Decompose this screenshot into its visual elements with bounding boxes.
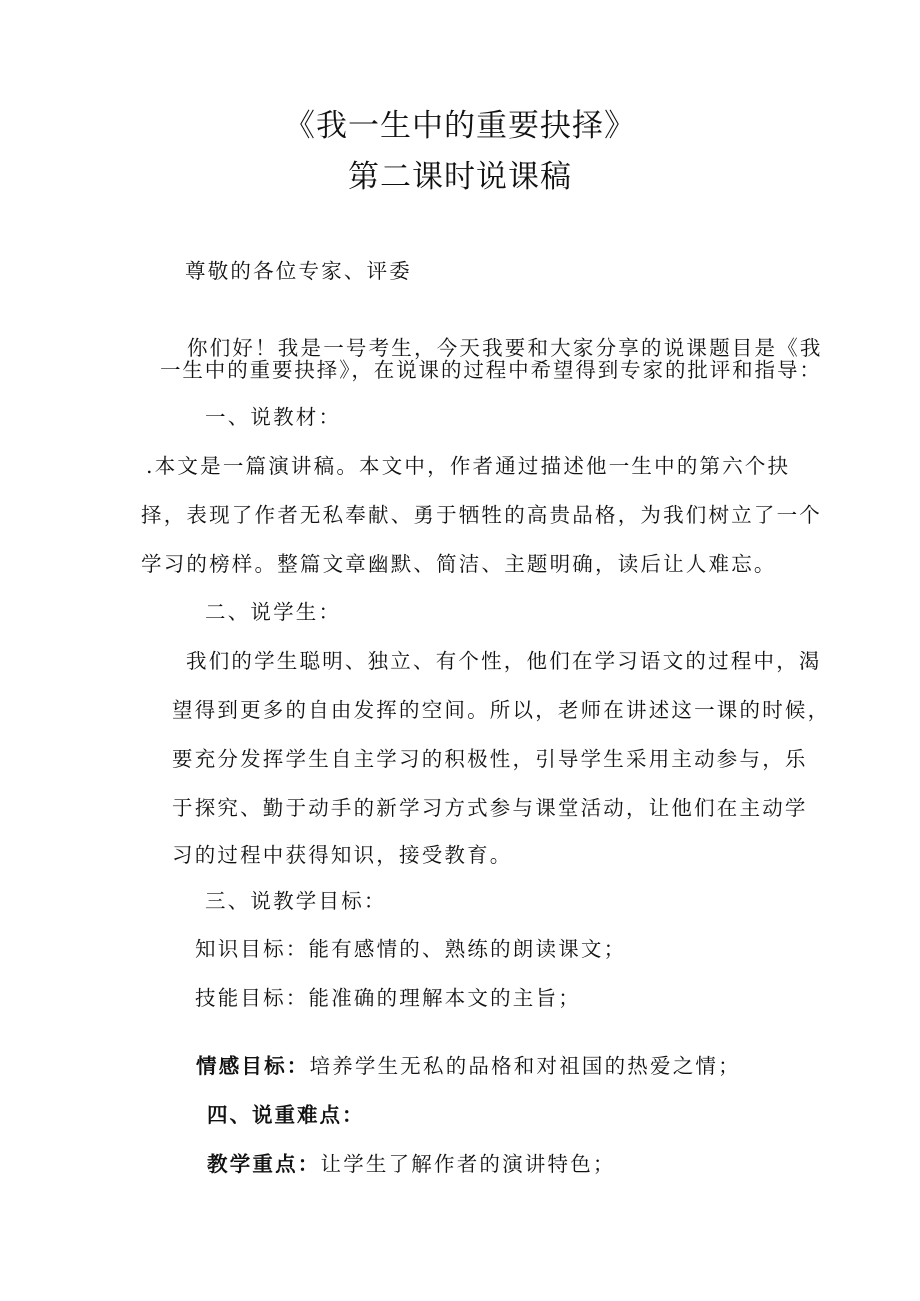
document-title: 《我一生中的重要抉择》 xyxy=(284,108,636,144)
emotion-objective-label: 情感目标： xyxy=(196,1054,310,1078)
teaching-key-point xyxy=(207,1150,616,1178)
section2-line-4: 于探究、勤于动手的新学习方式参与课堂活动，让他们在主动学 xyxy=(172,796,808,820)
teaching-key-point-text: 让学生了解作者的演讲特色； xyxy=(320,1152,616,1176)
section-heading-objectives: 三、说教学目标： xyxy=(205,889,387,913)
skill-objective: 技能目标：能准确的理解本文的主旨； xyxy=(195,986,581,1010)
intro-line-1: 你们好！我是一号考生，今天我要和大家分享的说课题目是《我 xyxy=(187,336,823,360)
emotion-objective-text: 培养学生无私的品格和对祖国的热爱之情； xyxy=(309,1054,741,1078)
knowledge-objective: 知识目标：能有感情的、熟练的朗读课文； xyxy=(195,937,627,961)
section2-line-1: 我们的学生聪明、独立、有个性，他们在学习语文的过程中，渴 xyxy=(186,649,822,673)
section1-line-2: 择，表现了作者无私奉献、勇于牺牲的高贵品格，为我们树立了一个 xyxy=(141,503,822,527)
teaching-key-point-label: 教学重点： xyxy=(207,1152,321,1176)
section1-line-3: 学习的榜样。整篇文章幽默、简洁、主题明确，读后让人难忘。 xyxy=(141,552,777,576)
emotion-objective xyxy=(196,1052,741,1080)
section1-line-1: .本文是一篇演讲稿。本文中，作者通过描述他一生中的第六个抉 xyxy=(146,454,791,478)
section2-line-3: 要充分发挥学生自主学习的积极性，引导学生采用主动参与，乐 xyxy=(172,747,808,771)
section-heading-key-points: 四、说重难点： xyxy=(207,1103,365,1127)
intro-line-2: 一生中的重要抉择》，在说课的过程中希望得到专家的批评和指导： xyxy=(160,358,822,382)
section-heading-students: 二、说学生： xyxy=(205,600,342,624)
greeting: 尊敬的各位专家、评委 xyxy=(185,259,412,283)
section-heading-teaching-material: 一、说教材： xyxy=(205,405,342,429)
section2-line-5: 习的过程中获得知识，接受教育。 xyxy=(172,843,513,867)
document-subtitle: 第二课时说课稿 xyxy=(348,159,572,195)
section2-line-2: 望得到更多的自由发挥的空间。所以，老师在讲述这一课的时候， xyxy=(172,698,831,722)
